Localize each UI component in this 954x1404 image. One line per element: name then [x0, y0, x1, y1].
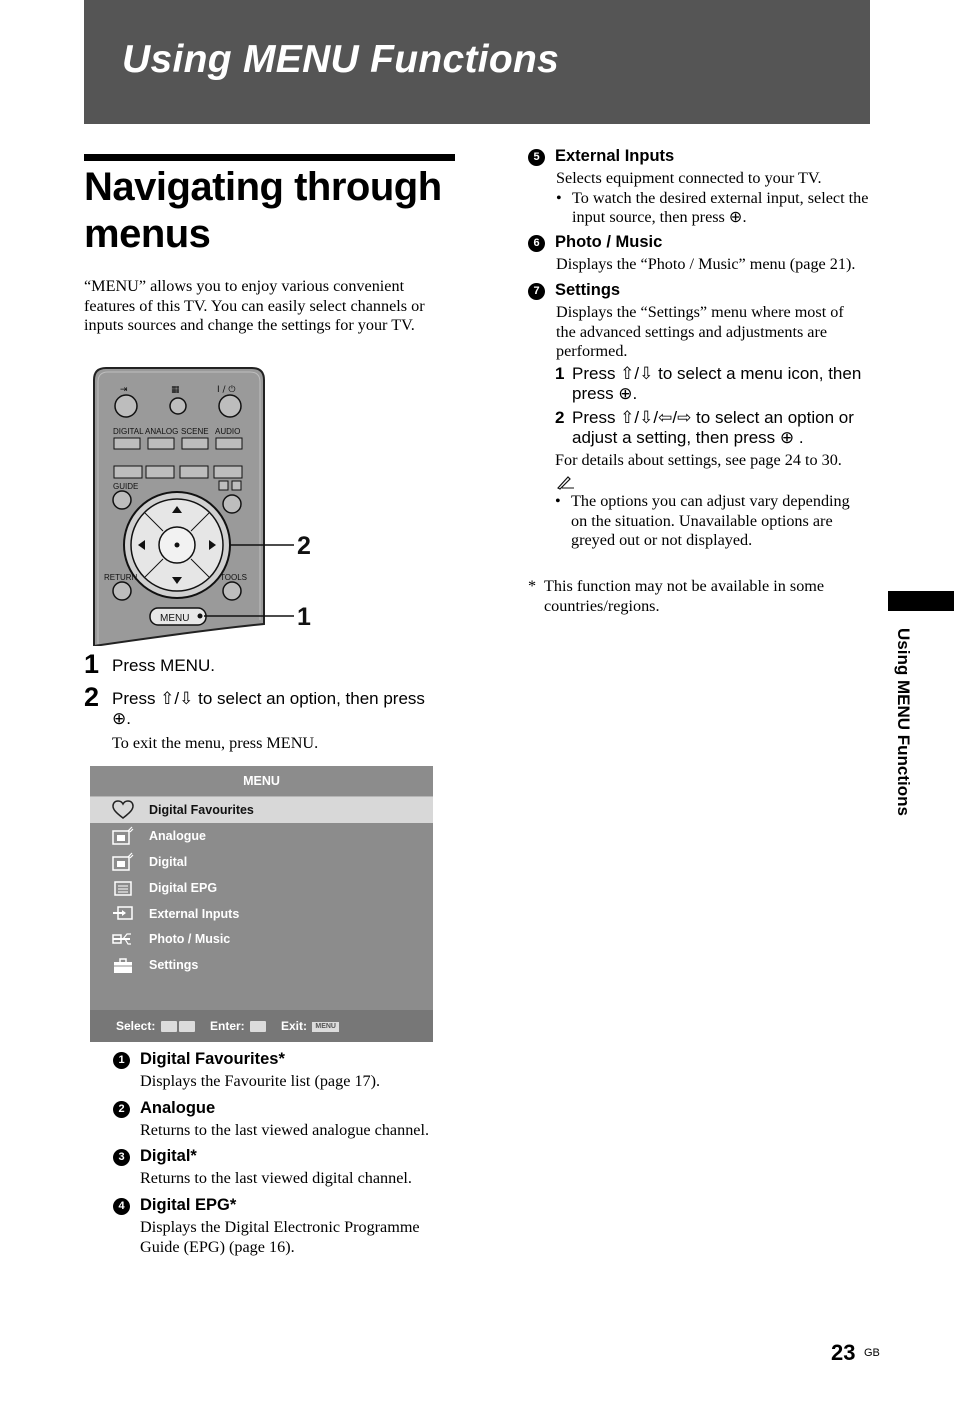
- item-number-badge: 6: [528, 235, 545, 252]
- item-bullet-text: To watch the desired external input, select the input source, then press ⊕.: [572, 188, 869, 226]
- up-arrow-key-icon: [161, 1021, 177, 1032]
- footnote: [528, 577, 868, 616]
- usb-icon: [112, 929, 134, 949]
- enter-key-icon: [250, 1021, 266, 1032]
- chapter-side-label: [893, 628, 915, 838]
- menu-item-label: Settings: [149, 958, 199, 972]
- heading-rule: [84, 154, 455, 161]
- toolbox-icon: [112, 955, 134, 975]
- svg-text:2: 2: [297, 532, 311, 560]
- chapter-side-tab: [888, 591, 954, 611]
- item-external-inputs: [528, 147, 873, 228]
- menu-item-label: Digital: [149, 855, 188, 869]
- substep-text: Press ⇧/⇩/⇦/⇨ to select an option or adjust a setting, then press ⊕ .: [572, 408, 854, 447]
- item-analogue: [113, 1099, 458, 1141]
- svg-text:DIGITAL: DIGITAL: [113, 427, 144, 436]
- item-description: Returns to the last viewed analogue channel.: [140, 1121, 430, 1139]
- section-heading-line2: menus: [84, 212, 211, 256]
- menu-item-label: Digital Favourites: [149, 803, 254, 817]
- analogue-tv-icon: [112, 826, 134, 846]
- item-footnote-mark: *: [190, 1147, 197, 1165]
- item-description: Displays the Digital Electronic Programme Guide (EPG) (page 16).: [140, 1218, 420, 1256]
- item-description: Displays the “Photo / Music” menu (page 21).: [556, 255, 856, 273]
- footnote-text: This function may not be available in some countries/regions.: [544, 577, 825, 615]
- svg-text:▦: ▦: [171, 385, 180, 395]
- svg-text:ANALOG: ANALOG: [145, 427, 179, 436]
- svg-text:MENU: MENU: [160, 613, 190, 624]
- chapter-title: Using MENU Functions: [122, 38, 560, 81]
- item-footnote-mark: *: [278, 1050, 285, 1068]
- item-number-badge: 7: [528, 283, 545, 300]
- item-title: Digital: [140, 1147, 191, 1165]
- item-digital: [113, 1147, 458, 1189]
- menu-item-label: External Inputs: [149, 907, 240, 921]
- item-title: Settings: [555, 281, 621, 299]
- item-description: Displays the Favourite list (page 17).: [140, 1072, 381, 1090]
- footer-enter-label: Enter:: [210, 1019, 245, 1033]
- step-1-text: Press MENU.: [112, 656, 215, 675]
- footnote-mark: *: [528, 577, 537, 595]
- svg-text:⇥: ⇥: [120, 385, 128, 395]
- item-description: Displays the “Settings” menu where most of the advanced settings and adjustments are performed.: [556, 303, 844, 360]
- item-footnote-mark: *: [229, 1196, 237, 1214]
- substep-text: Press ⇧/⇩ to select a menu icon, then press ⊕.: [572, 364, 862, 403]
- item-photo-music: [528, 233, 873, 275]
- svg-text:SCENE: SCENE: [181, 427, 209, 436]
- item-title: Analogue: [140, 1099, 216, 1117]
- item-digital-favourites: [113, 1050, 458, 1092]
- step-1-number: 1: [84, 649, 100, 679]
- intro-paragraph: “MENU” allows you to enjoy various convenient features of this TV. You can easily select channels or inputs sources and change the settings for your TV.: [84, 277, 425, 334]
- digital-tv-icon: [112, 852, 134, 872]
- svg-text:AUDIO: AUDIO: [215, 427, 241, 436]
- menu-item-label: Analogue: [149, 829, 206, 843]
- footer-select-label: Select:: [116, 1019, 156, 1033]
- svg-text:I / ⏻: I / ⏻: [217, 385, 236, 395]
- menu-item-settings[interactable]: [90, 952, 433, 978]
- step-2-instruction: Press ⇧/⇩ to select an option, then press: [112, 689, 425, 708]
- epg-grid-icon: [112, 878, 134, 898]
- input-icon: [112, 904, 134, 924]
- menu-key-icon: MENU: [312, 1022, 339, 1032]
- item-number-badge: 4: [113, 1198, 130, 1215]
- svg-text:RETURN: RETURN: [104, 573, 138, 582]
- menu-item-digital-epg[interactable]: [90, 875, 433, 901]
- menu-item-digital-favourites[interactable]: [90, 797, 433, 823]
- item-description: Selects equipment connected to your TV.: [556, 169, 822, 187]
- substep-number: 2: [555, 408, 565, 427]
- svg-text:1: 1: [297, 603, 311, 631]
- item-number-badge: 3: [113, 1149, 130, 1166]
- menu-item-external-inputs[interactable]: [90, 901, 433, 927]
- item-title: Digital Favourites: [140, 1050, 279, 1068]
- step-2-note: To exit the menu, press MENU.: [112, 734, 319, 752]
- note-pencil-icon: [556, 474, 576, 490]
- menu-screen-footer: [90, 1010, 433, 1042]
- menu-screen: [90, 766, 433, 1042]
- item-title: Digital EPG: [140, 1196, 230, 1214]
- item-number-badge: 2: [113, 1101, 130, 1118]
- item-digital-epg: [113, 1196, 458, 1257]
- svg-text:TOOLS: TOOLS: [220, 573, 247, 582]
- settings-substep-1: [555, 364, 875, 404]
- footer-exit-label: Exit:: [281, 1019, 308, 1033]
- heart-icon: [112, 800, 134, 820]
- down-arrow-key-icon: [179, 1021, 195, 1032]
- section-heading: [84, 164, 464, 258]
- item-bullet: • To watch the desired external input, select the input source, then press ⊕.: [556, 189, 873, 228]
- settings-substep-2: [555, 408, 875, 448]
- item-title: Photo / Music: [555, 233, 663, 251]
- footer-select: [116, 1010, 195, 1042]
- item-number-badge: 5: [528, 149, 545, 166]
- settings-note: • The options you can adjust vary depending on the situation. Unavailable options are greyed out or not displayed.: [555, 492, 870, 551]
- step-2-text: [112, 689, 462, 729]
- item-description: Returns to the last viewed digital channel.: [140, 1169, 412, 1187]
- substep-number: 1: [555, 364, 565, 383]
- item-number-badge: 1: [113, 1052, 130, 1069]
- menu-item-label: Digital EPG: [149, 881, 218, 895]
- page-region-code: GB: [864, 1347, 880, 1359]
- item-title: External Inputs: [555, 147, 675, 165]
- menu-screen-title: MENU: [243, 774, 280, 788]
- step-2-enter-symbol: ⊕.: [112, 709, 131, 728]
- svg-text:GUIDE: GUIDE: [113, 482, 139, 491]
- item-settings: [528, 281, 873, 362]
- settings-details: For details about settings, see page 24 to 30.: [555, 451, 842, 469]
- menu-item-label: Photo / Music: [149, 932, 231, 946]
- page-number: 23: [831, 1340, 856, 1365]
- menu-item-analogue[interactable]: [90, 823, 433, 849]
- footer-enter: [210, 1010, 266, 1042]
- footer-exit: [281, 1010, 339, 1042]
- chapter-side-label-text: Using MENU Functions: [894, 628, 913, 816]
- step-2-number: 2: [84, 682, 100, 712]
- remote-illustration: [84, 362, 324, 646]
- settings-note-text: The options you can adjust vary depending on the situation. Unavailable options are greyed out or not displayed.: [571, 492, 850, 549]
- menu-item-photo-music[interactable]: [90, 926, 433, 952]
- section-heading-line1: Navigating through: [84, 165, 442, 209]
- menu-item-digital[interactable]: [90, 849, 433, 875]
